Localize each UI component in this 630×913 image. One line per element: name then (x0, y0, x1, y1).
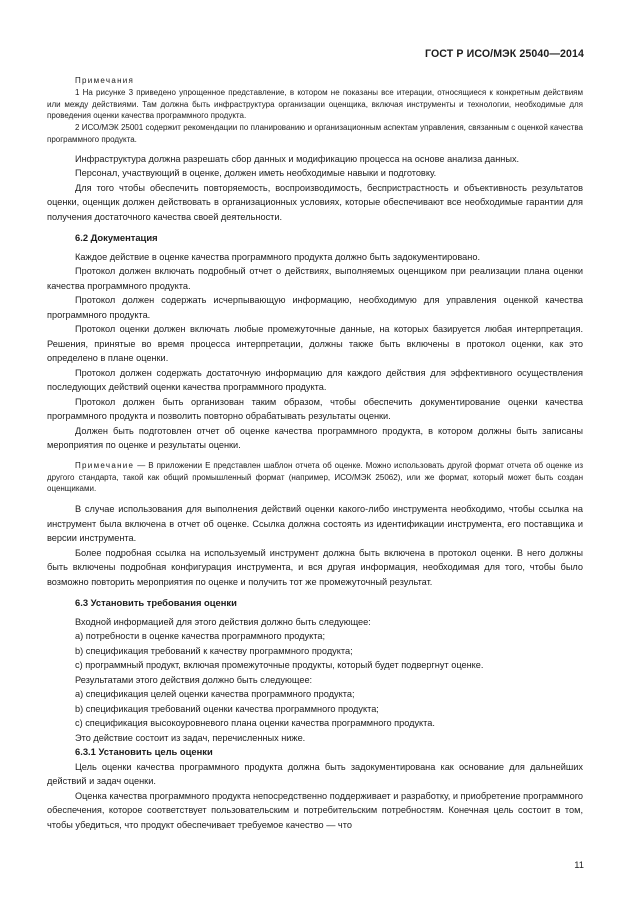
paragraph-6-2-6: Протокол должен быть организован таким образом, чтобы обеспечить документирование оценки качества программного продукта и позволить повторно обрабатывать результаты оценки. (47, 396, 583, 422)
note-text: — В приложении Е представлен шаблон отчета об оценке. Можно использовать другой формат отчета об оценке из другого стандарта, такой как общий промышленный формат (например, ИСО/МЭК 25062), или же формат, который может быть создан оценщиками. (47, 460, 583, 494)
list-line-2: a) потребности в оценке качества программного продукта; (75, 631, 326, 642)
page-number: 11 (574, 859, 584, 870)
paragraph-6-3-1-1: Цель оценки качества программного продукта должна быть задокументирована как основание для дальнейших действий и задач оценки. (47, 761, 583, 787)
note-6-2 (47, 460, 583, 495)
paragraph-infrastructure: Инфраструктура должна разрешать сбор данных и модификацию процесса на основе анализа данных. (75, 153, 520, 164)
notes-heading: Примечания (75, 76, 135, 85)
section-6-3-1-heading: 6.3.1 Установить цель оценки (75, 746, 213, 758)
list-line-1: Входной информацией для этого действия должно быть следующее: (75, 616, 371, 627)
paragraph-personnel: Персонал, участвующий в оценке, должен иметь необходимые навыки и подготовку. (75, 168, 437, 179)
note-2: 2 ИСО/МЭК 25001 содержит рекомендации по планированию и организационным аспектам управления, связанным с оценкой качества программного продукта. (47, 123, 583, 144)
paragraph-6-2-9: Более подробная ссылка на используемый инструмент должна быть включена в протокол оценки. В него должны быть включены подробная конфигурация инструмента, и вся другая информация, необходимая для того, чтобы было возможно повторить мероприятия по оценке и получить тот же промежуточный результат. (47, 547, 583, 587)
list-line-3: b) спецификация требований к качеству программного продукта; (75, 645, 353, 656)
list-line-5: Результатами этого действия должно быть следующее: (75, 674, 313, 685)
list-line-7: b) спецификация требований оценки качества программного продукта; (75, 703, 379, 714)
paragraph-6-2-7: Должен быть подготовлен отчет об оценке качества программного продукта, в котором должны быть записаны мероприятия по оценке и результаты оценки. (47, 425, 583, 451)
page-header: ГОСТ Р ИСО/МЭК 25040—2014 (425, 48, 584, 60)
list-line-4: c) программный продукт, включая промежуточные продукты, который будет подвергнут оценке. (75, 660, 484, 671)
list-line-9: Это действие состоит из задач, перечисленных ниже. (75, 732, 306, 743)
paragraph-6-2-5: Протокол должен содержать достаточную информацию для каждого действия для эффективного осуществления последующих действий оценки качества программного продукта. (47, 367, 583, 393)
paragraph-6-2-3: Протокол должен содержать исчерпывающую информацию, необходимую для управления оценкой качества программного продукта. (47, 295, 583, 320)
list-line-6: a) спецификация целей оценки качества программного продукта; (75, 689, 355, 700)
page-body (47, 75, 583, 832)
paragraph-6-2-1: Каждое действие в оценке качества программного продукта должно быть задокументировано. (75, 251, 480, 262)
paragraph-6-2-8: В случае использования для выполнения действий оценки какого-либо инструмента необходимо, чтобы ссылка на инструмент была включена в отчет об оценке. Ссылка должна состоять из идентификации инструмента, его поставщика и версии инструмента. (47, 504, 583, 544)
section-6-2-heading: 6.2 Документация (75, 232, 158, 244)
paragraph-repeatability: Для того чтобы обеспечить повторяемость, воспроизводимость, беспристрастность и объективность результатов оценки, оценщик должен действовать в организационных условиях, которые обеспечивают все необходимые гарантии для получения достаточного качества своей деятельности. (47, 182, 583, 222)
paragraph-6-2-2: Протокол должен включать подробный отчет о действиях, выполняемых оценщиком при реализации плана оценки качества программного продукта. (47, 266, 583, 291)
note-label: Примечание (75, 460, 135, 470)
paragraph-6-3-1-2: Оценка качества программного продукта непосредственно поддерживает и разработку, и приобретение программного обеспечения, которое соответствует пользовательским и потребительским потребностям. Конечная цель состоит в том, чтобы убедиться, что продукт обеспечивает требуемое качество — что (47, 790, 583, 830)
note-1: 1 На рисунке 3 приведено упрощенное представление, в котором не показаны все итерации, относящиеся к конкретным действиям или между действиями. Там должна быть инфраструктура организации оценщика, включая инструменты и технологии, необходимые для проведения оценки качества программного продукта. (47, 87, 583, 121)
list-line-8: c) спецификация высокоуровневого плана оценки качества программного продукта. (75, 718, 435, 729)
paragraph-6-2-4: Протокол оценки должен включать любые промежуточные данные, на которых базируется любая интерпретация. Решения, принятые во время процесса интерпретации, должны также быть включены в протокол оценки, как это определено в плане оценки. (47, 324, 583, 364)
section-6-3-heading: 6.3 Установить требования оценки (75, 597, 237, 609)
